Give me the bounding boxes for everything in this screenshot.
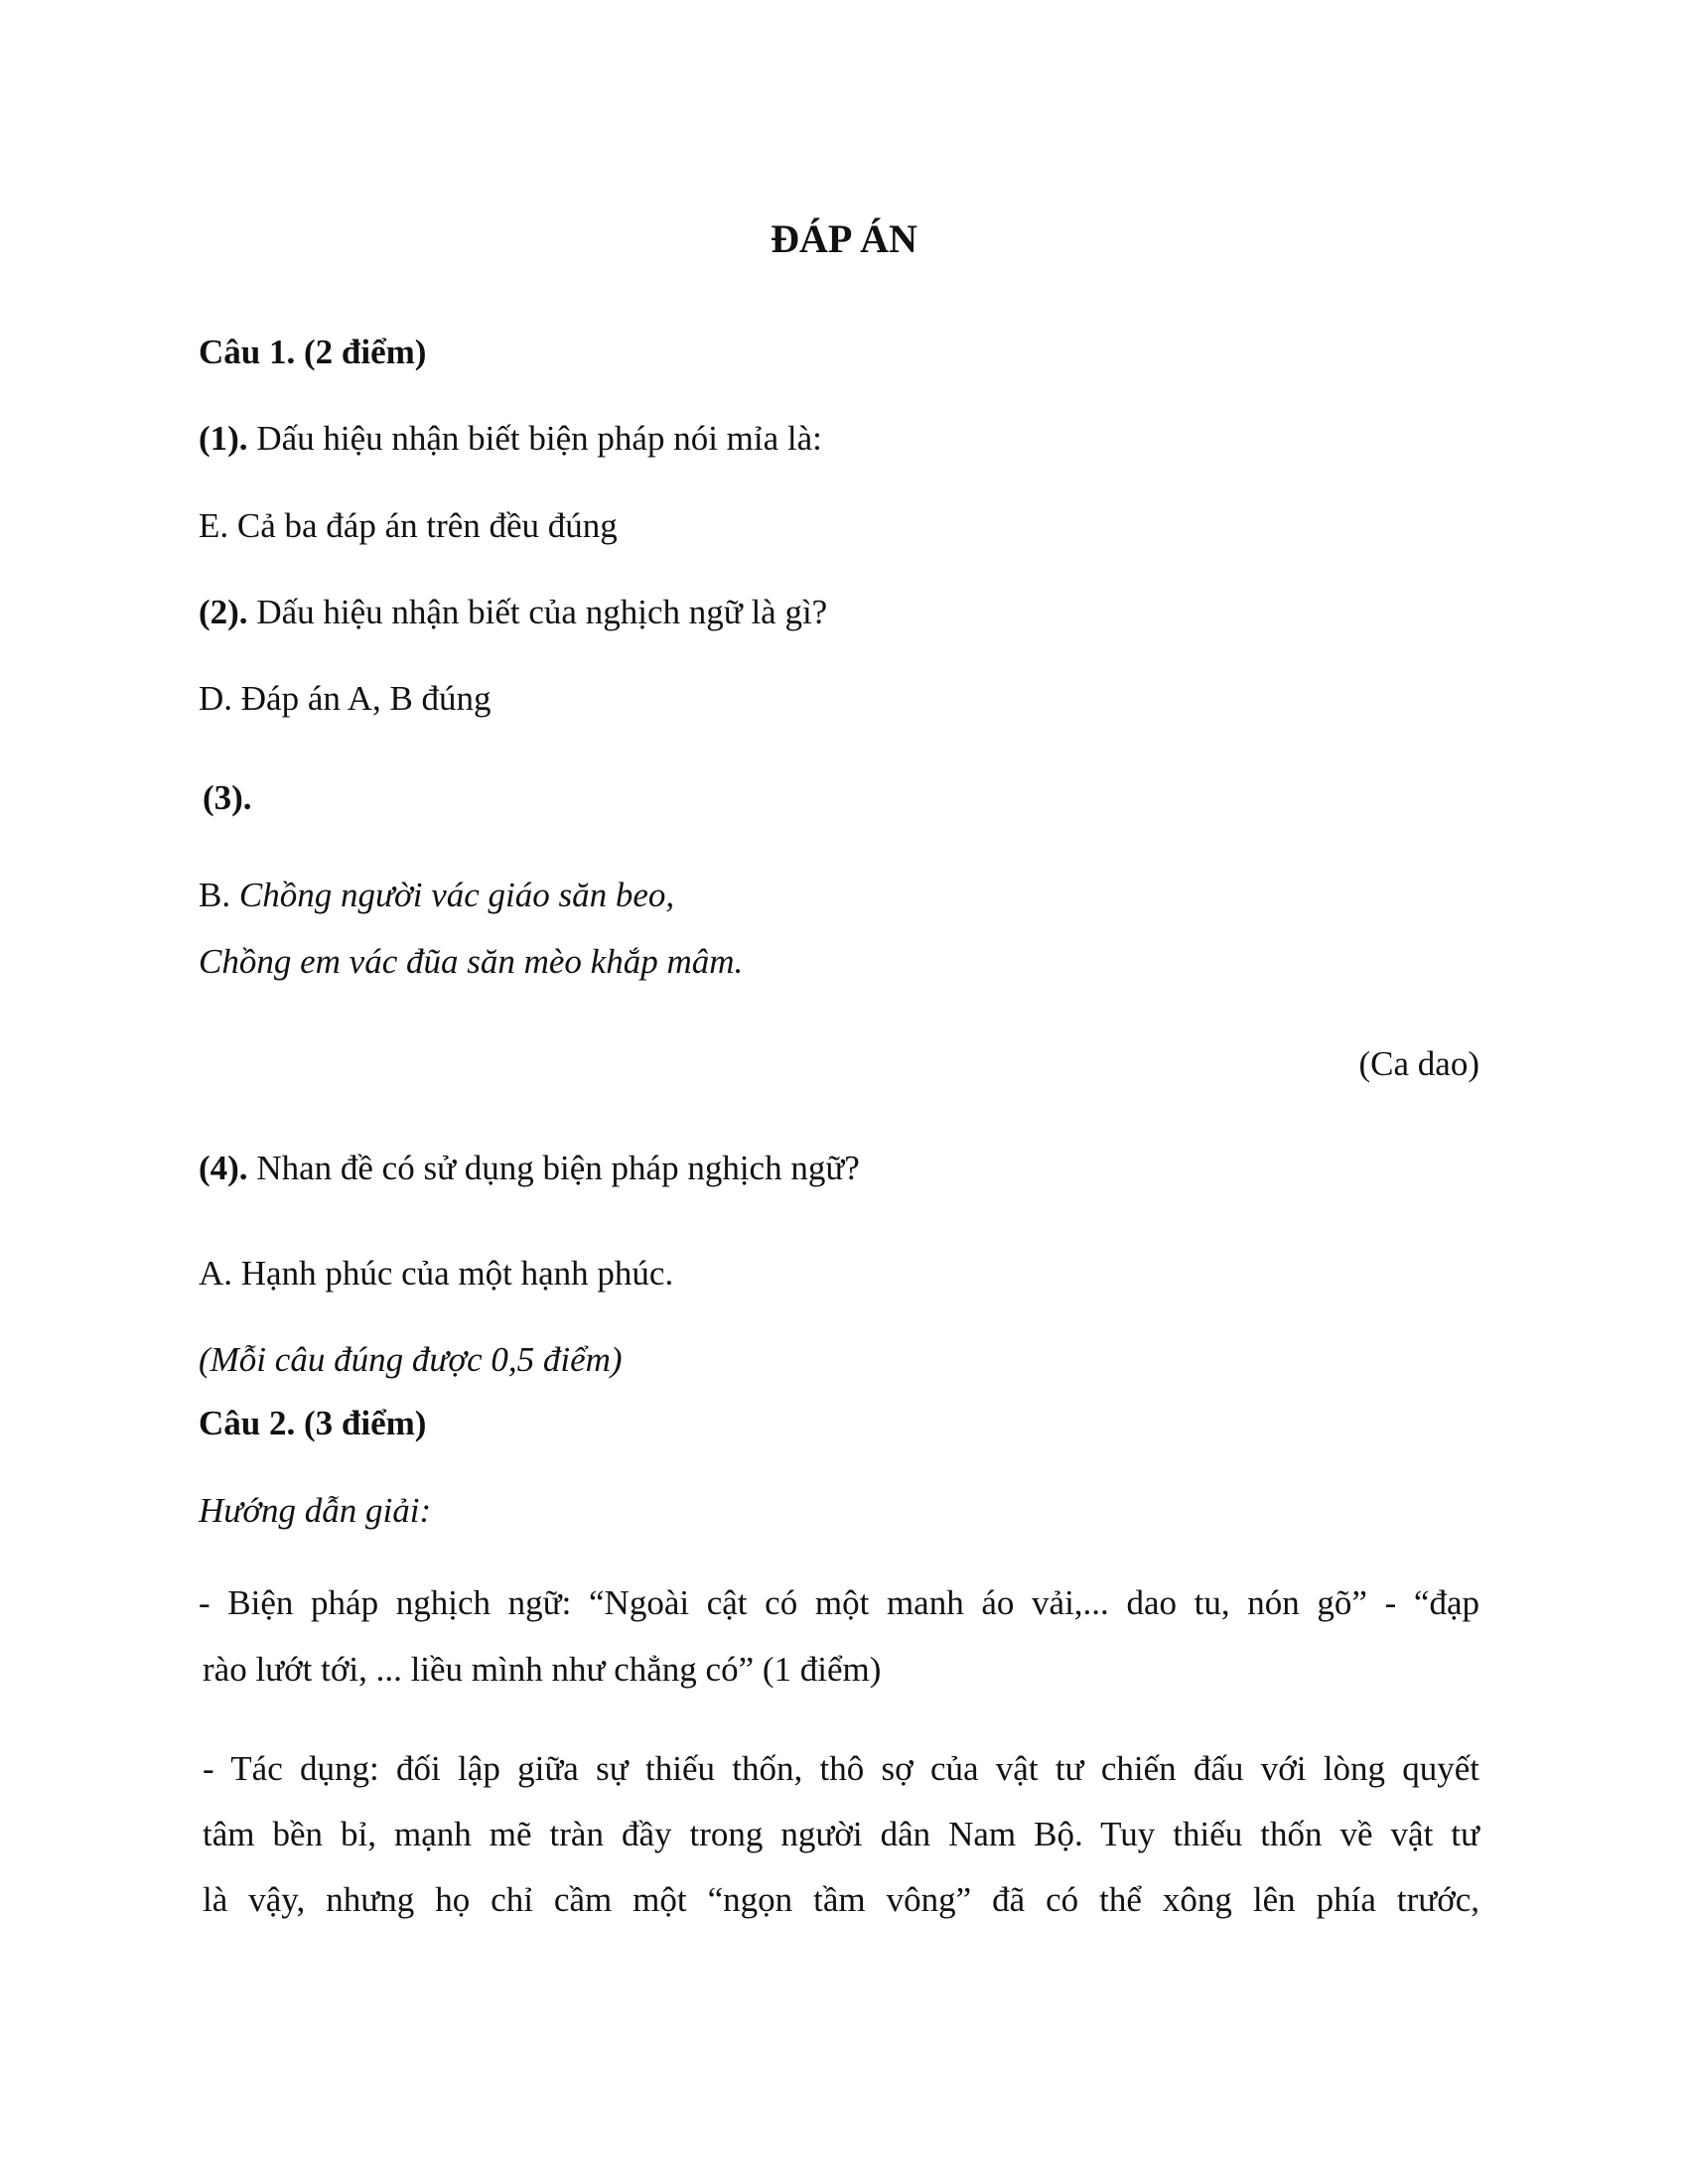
poem-line-2: Chồng em vác đũa săn mèo khắp mâm. <box>199 942 744 981</box>
answer-1: E. Cả ba đáp án trên đều đúng <box>199 506 618 545</box>
question-2-heading: Câu 2. (3 điểm) <box>199 1404 427 1442</box>
paragraph-1-line-1: - Biện pháp nghịch ngữ: “Ngoài cật có một manh áo vải,... dao tu, nón gõ” - “đạp <box>199 1583 1479 1622</box>
answer-3-line-1 <box>199 874 1479 917</box>
item-4-text: Nhan đề có sử dụng biện pháp nghịch ngữ? <box>247 1149 860 1187</box>
scoring-note: (Mỗi câu đúng được 0,5 điểm) <box>199 1340 623 1379</box>
paragraph-1-line-2: rào lướt tới, ... liều mình như chẳng có” (1 điểm) <box>203 1650 882 1689</box>
question-1-item-1 <box>199 417 1479 461</box>
item-1-number: (1). <box>199 419 248 458</box>
question-1-item-2 <box>199 591 1479 634</box>
poem-source: (Ca dao) <box>1358 1044 1479 1083</box>
question-1-heading: Câu 1. (2 điểm) <box>199 333 427 371</box>
item-2-text: Dấu hiệu nhận biết của nghịch ngữ là gì? <box>247 593 828 631</box>
poem-line-1: Chồng người vác giáo săn beo, <box>238 876 675 914</box>
answer-3-prefix: B. <box>199 876 239 914</box>
answer-4: A. Hạnh phúc của một hạnh phúc. <box>199 1254 674 1293</box>
paragraph-2-line-3: là vậy, nhưng họ chỉ cầm một “ngọn tầm vông” đã có thể xông lên phía trước, <box>203 1880 1479 1919</box>
guide-heading: Hướng dẫn giải: <box>199 1491 432 1530</box>
page-title: ĐÁP ÁN <box>771 216 917 261</box>
item-4-number: (4). <box>199 1149 248 1187</box>
item-2-number: (2). <box>199 593 248 631</box>
question-1-item-3: (3). <box>203 778 252 817</box>
question-1-item-4 <box>199 1147 1479 1190</box>
paragraph-2-line-2: tâm bền bỉ, mạnh mẽ tràn đầy trong người dân Nam Bộ. Tuy thiếu thốn về vật tư <box>203 1815 1479 1853</box>
answer-2: D. Đáp án A, B đúng <box>199 679 492 718</box>
paragraph-2-line-1: - Tác dụng: đối lập giữa sự thiếu thốn, thô sợ của vật tư chiến đấu với lòng quyết <box>203 1749 1479 1788</box>
item-1-text: Dấu hiệu nhận biết biện pháp nói mỉa là: <box>247 419 822 458</box>
